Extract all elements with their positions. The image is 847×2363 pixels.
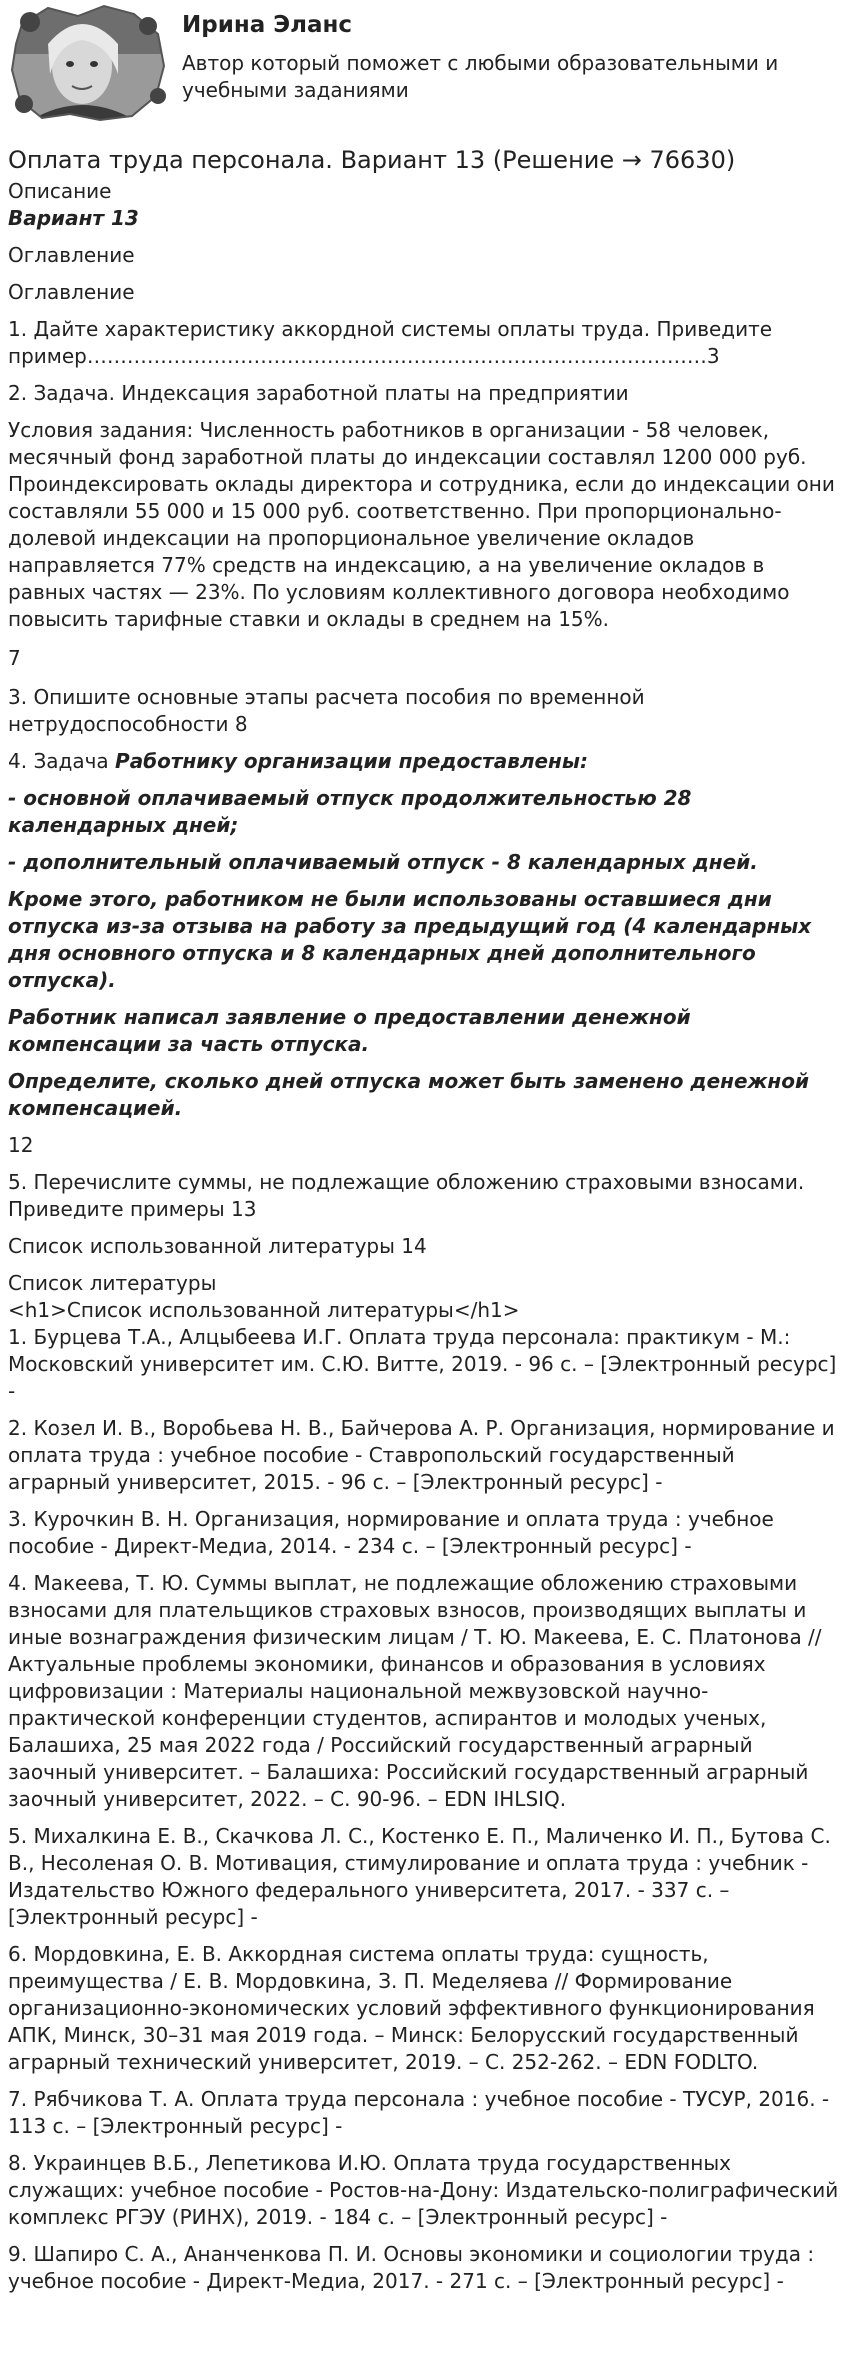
variant-heading: Вариант 13 <box>8 206 139 230</box>
task-emphasis: Работнику организации предоставлены: <box>115 749 588 773</box>
toc-item-prefix: 4. Задача <box>8 749 116 773</box>
reference-item: 3. Курочкин В. Н. Организация, нормирование и оплата труда : учебное пособие - Директ-Медиа, 2014. - 234 с. – [Электронный ресурс] - <box>8 1507 774 1558</box>
author-info <box>182 4 802 104</box>
page-title: Оплата труда персонала. Вариант 13 (Решение → 76630) <box>8 146 736 174</box>
references-label: Список литературы <box>8 1271 217 1295</box>
reference-item: 7. Рябчикова Т. А. Оплата труда персонала : учебное пособие - ТУСУР, 2016. - 113 с. – [Электронный ресурс] - <box>8 2087 830 2138</box>
author-avatar[interactable] <box>8 4 170 122</box>
references-list <box>8 1324 839 2295</box>
toc-item: 3. Опишите основные этапы расчета пособия по временной нетрудоспособности 8 <box>8 685 645 736</box>
toc-item: 2. Задача. Индексация заработной платы на предприятии <box>8 381 629 405</box>
reference-item: 4. Макеева, Т. Ю. Суммы выплат, не подлежащие обложению страховыми взносами для плательщиков страховых взносов, производящих выплаты и иные вознаграждения физическим лицам / Т. Ю. Макеева, Е. С. Платонова // Актуальные проблемы экономики, финансов и образования в условиях цифровизации : Материалы национальной межвузовской научно-практической конференции студентов, аспирантов и молодых ученых, Балашиха, 25 мая 2022 года / Российский государственный аграрный заочный университет. – Балашиха: Российский государственный аграрный заочный университет, 2022. – С. 90-96. – EDN IHLSIQ. <box>8 1571 822 1811</box>
reference-item: 5. Михалкина Е. В., Скачкова Л. С., Костенко Е. П., Маличенко И. П., Бутова С. В., Несоленая О. В. Мотивация, стимулирование и оплата труда : учебник - Издательство Южного федерального университета, 2017. - 337 с. – [Электронный ресурс] - <box>8 1824 831 1929</box>
task-line: - основной оплачиваемый отпуск продолжительностью 28 календарных дней; <box>8 786 692 837</box>
toc-item: Список использованной литературы 14 <box>8 1234 427 1258</box>
page-number: 7 <box>8 646 21 670</box>
references-heading: <h1>Список использованной литературы</h1> <box>8 1298 520 1322</box>
toc-item: 1. Дайте характеристику аккордной системы оплаты труда. Приведите пример…………………………………………………………………………………3 <box>8 317 773 368</box>
reference-item: 1. Бурцева Т.А., Алцыбеева И.Г. Оплата труда персонала: практикум - М.: Московский университет им. С.Ю. Витте, 2019. - 96 с. – [Электронный ресурс] - <box>8 1325 837 1403</box>
reference-item: 8. Украинцев В.Б., Лепетикова И.Ю. Оплата труда государственных служащих: учебное пособие - Ростов-на-Дону: Издательско-полиграфический комплекс РГЭУ (РИНХ), 2019. - 184 с. – [Электронный ресурс] - <box>8 2151 839 2229</box>
reference-item: 6. Мордовкина, Е. В. Аккордная система оплаты труда: сущность, преимущества / Е. В. Мордовкина, З. П. Меделяева // Формирование организационно-экономических условий эффективного функционирования АПК, Минск, 30–31 мая 2019 года. – Минск: Белорусский государственный аграрный технический университет, 2019. – С. 252-262. – EDN FODLTO. <box>8 1942 815 2074</box>
description-label: Описание <box>8 179 112 203</box>
reference-item: 9. Шапиро С. А., Ананченкова П. И. Основы экономики и социологии труда : учебное пособие - Директ-Медиа, 2017. - 271 с. – [Электронный ресурс] - <box>8 2242 815 2293</box>
toc-label: Оглавление <box>8 243 135 267</box>
avatar-photo-icon <box>8 4 170 122</box>
toc-item: 5. Перечислите суммы, не подлежащие обложению страховыми взносами. Приведите примеры 13 <box>8 1170 805 1221</box>
reference-item: 2. Козел И. В., Воробьева Н. В., Байчерова А. Р. Организация, нормирование и оплата труда : учебное пособие - Ставропольский государственный аграрный университет, 2015. - 96 с. – [Электронный ресурс] - <box>8 1416 835 1494</box>
task-line: - дополнительный оплачиваемый отпуск - 8 календарных дней. <box>8 850 758 874</box>
toc-item <box>8 748 839 775</box>
task-conditions: Условия задания: Численность работников в организации - 58 человек, месячный фонд заработной платы до индексации составлял 1200 000 руб. Проиндексировать оклады директора и сотрудника, если до индексации они составляли 55 000 и 15 000 руб. соответственно. При пропорционально-долевой индексации на пропорциональное увеличение окладов направляется 77% средств на индексацию, а на увеличение окладов в равных частях — 23%. По условиям коллективного договора необходимо повысить тарифные ставки и оклады в среднем на 15%. <box>8 418 835 631</box>
task-line: Определите, сколько дней отпуска может быть заменено денежной компенсацией. <box>8 1069 809 1120</box>
task-line: Кроме этого, работником не были использованы оставшиеся дни отпуска из-за отзыва на работу за предыдущий год (4 календарных дня основного отпуска и 8 календарных дней дополнительного отпуска). <box>8 887 812 992</box>
toc-label: Оглавление <box>8 280 135 304</box>
task-line: Работник написал заявление о предоставлении денежной компенсации за часть отпуска. <box>8 1005 691 1056</box>
page-number: 12 <box>8 1133 34 1157</box>
author-card <box>8 0 839 126</box>
author-name[interactable]: Ирина Эланс <box>182 12 353 38</box>
author-description: Автор который поможет с любыми образовательными и учебными заданиями <box>182 51 779 102</box>
